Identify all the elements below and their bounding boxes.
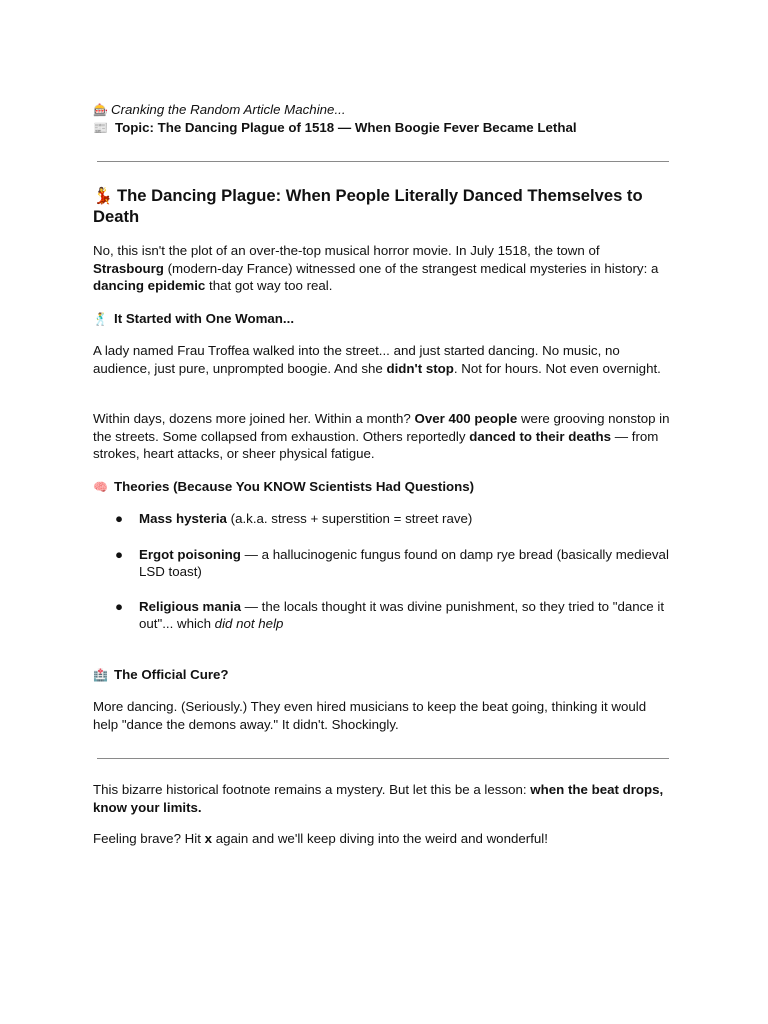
dancing-man-icon: 🕺	[93, 312, 108, 326]
bullet: ●	[115, 546, 124, 562]
section-heading-theories: 🧠 Theories (Because You KNOW Scientists Had Questions)	[93, 478, 673, 497]
cta-paragraph: Feeling brave? Hit x again and we'll keep diving into the weird and wonderful!	[93, 831, 548, 846]
section3-paragraph: More dancing. (Seriously.) They even hired musicians to keep the beat going, thinking it would help "dance the demons away." It didn't. Shockingly.	[93, 699, 647, 732]
slot-machine-icon: 🎰	[93, 103, 108, 117]
intro-paragraph: No, this isn't the plot of an over-the-top musical horror movie. In July 1518, the town of Strasbourg (modern-day France) witnessed one of the strangest medical mysteries in history: a dancing epidemic that got way too real.	[93, 243, 659, 293]
newspaper-icon: 📰	[93, 121, 108, 135]
list-item: ● Religious mania — the locals thought it was divine punishment, so they tried to "dance it out"... which did not help	[115, 598, 665, 631]
brain-icon: 🧠	[93, 480, 108, 494]
hospital-icon: 🏥	[93, 668, 108, 682]
section1-paragraph-1: A lady named Frau Troffea walked into the street... and just started dancing. No music, no audience, just pure, unprompted boogie. And she didn't stop. Not for hours. Not even overnight.	[93, 343, 661, 376]
dancer-icon: 💃	[93, 186, 113, 205]
list-item: ● Ergot poisoning — a hallucinogenic fungus found on damp rye bread (basically medieval LSD toast)	[115, 546, 669, 579]
article-title: 💃 The Dancing Plague: When People Literally Danced Themselves to Death	[93, 186, 643, 226]
list-item: ● Mass hysteria (a.k.a. stress + superstition = street rave)	[115, 511, 473, 526]
machine-line	[93, 101, 673, 120]
machine-text: Cranking the Random Article Machine...	[111, 102, 346, 117]
section1-paragraph-2: Within days, dozens more joined her. Within a month? Over 400 people were grooving nonstop in the streets. Some collapsed from exhaustion. Others reportedly danced to their deaths — from strokes, heart attacks, or sheer physical fatigue.	[93, 411, 670, 461]
bullet: ●	[115, 511, 124, 526]
bullet: ●	[115, 598, 124, 614]
section-heading-cure: 🏥 The Official Cure?	[93, 666, 673, 685]
theories-list	[93, 510, 673, 633]
section-heading-start: 🕺 It Started with One Woman...	[93, 310, 673, 329]
article-title-block	[93, 185, 673, 227]
topic-line	[93, 119, 673, 138]
topic-text: Topic: The Dancing Plague of 1518 — When Boogie Fever Became Lethal	[115, 120, 577, 135]
closing-paragraph: This bizarre historical footnote remains a mystery. But let this be a lesson: when the beat drops, know your limits.	[93, 782, 664, 815]
divider-bottom	[97, 758, 669, 759]
divider-top	[97, 161, 669, 162]
x-key: x	[204, 831, 213, 846]
